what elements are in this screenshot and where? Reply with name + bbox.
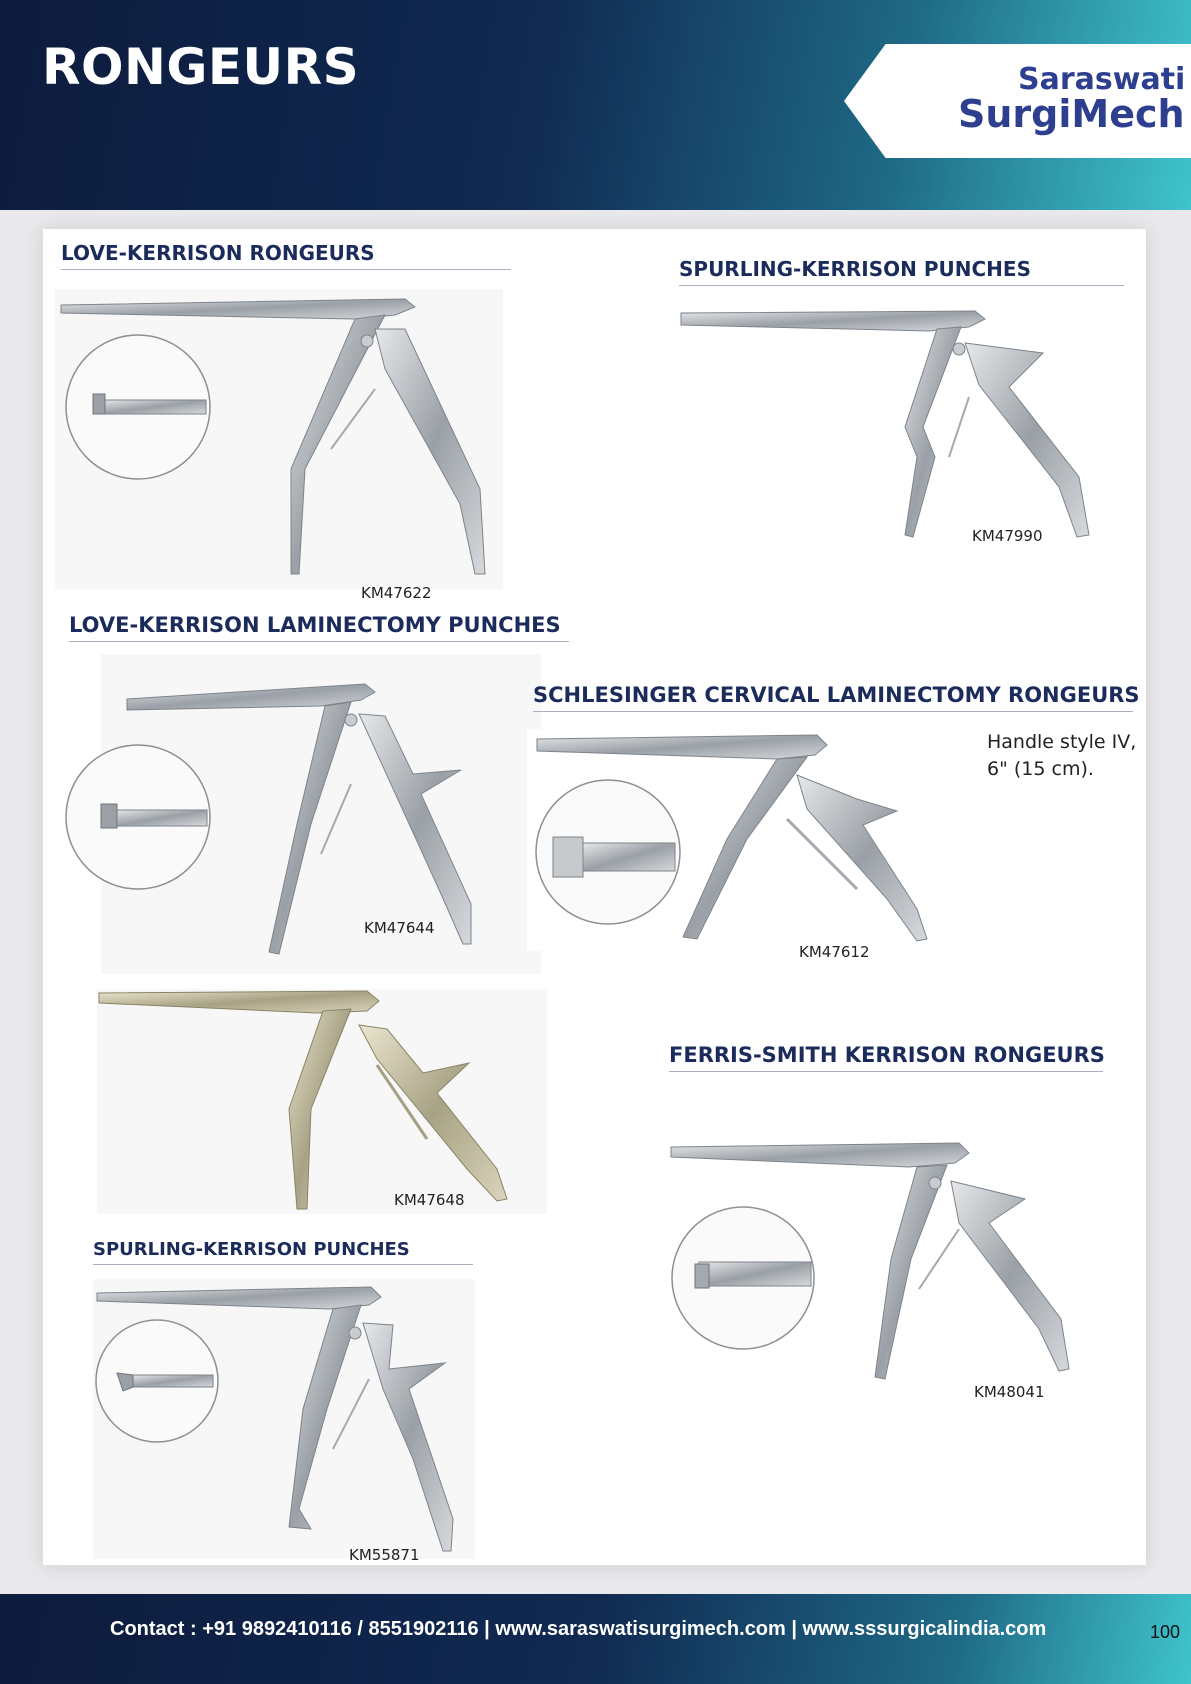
product-photo-km47990 bbox=[679, 307, 1119, 557]
punch-illustration bbox=[679, 307, 1119, 557]
product-code-km47612: KM47612 bbox=[799, 943, 870, 961]
section-title-spurling-kerrison-punches: SPURLING-KERRISON PUNCHES bbox=[679, 257, 1124, 286]
tip-detail-magnifier bbox=[533, 777, 683, 927]
section-title-ferris-smith-kerrison-rongeurs: FERRIS-SMITH KERRISON RONGEURS bbox=[669, 1043, 1103, 1072]
tip-detail-magnifier bbox=[63, 742, 213, 892]
product-code-km47644: KM47644 bbox=[364, 919, 435, 937]
logo-text-top: Saraswati bbox=[1018, 62, 1186, 97]
product-code-km47648: KM47648 bbox=[394, 1191, 465, 1209]
product-code-km55871: KM55871 bbox=[349, 1546, 420, 1564]
page-title: RONGEURS bbox=[42, 38, 360, 96]
product-photo-km47622 bbox=[55, 289, 503, 589]
page-number: 100 bbox=[1150, 1622, 1181, 1642]
page-header bbox=[0, 0, 1191, 210]
section-title-love-kerrison-rongeurs: LOVE-KERRISON RONGEURS bbox=[61, 241, 511, 270]
tip-detail-magnifier bbox=[93, 1317, 221, 1445]
footer-contact-info: Contact : +91 9892410116 / 8551902116 | www.saraswatisurgimech.com | www.sssurgicalindia.com bbox=[110, 1618, 1047, 1640]
section-title-schlesinger-cervical-laminectomy-rongeurs: SCHLESINGER CERVICAL LAMINECTOMY RONGEURS bbox=[533, 683, 1133, 712]
section-title-love-kerrison-laminectomy-punches: LOVE-KERRISON LAMINECTOMY PUNCHES bbox=[69, 613, 569, 642]
tip-detail-magnifier bbox=[63, 332, 213, 482]
product-code-km47990: KM47990 bbox=[972, 527, 1043, 545]
product-photo-km47648 bbox=[97, 989, 547, 1214]
logo-text-bottom: SurgiMech bbox=[958, 92, 1185, 136]
section-title-spurling-kerrison-punches-bottom: SPURLING-KERRISON PUNCHES bbox=[93, 1239, 473, 1265]
product-code-km48041: KM48041 bbox=[974, 1383, 1045, 1401]
gold-handle-punch-illustration bbox=[97, 989, 547, 1214]
schlesinger-handle-note-line1: Handle style IV, bbox=[987, 731, 1137, 753]
tip-detail-magnifier bbox=[669, 1204, 817, 1352]
product-code-km47622: KM47622 bbox=[361, 584, 432, 602]
catalog-panel bbox=[43, 229, 1146, 1565]
schlesinger-handle-note-line2: 6" (15 cm). bbox=[987, 758, 1094, 780]
